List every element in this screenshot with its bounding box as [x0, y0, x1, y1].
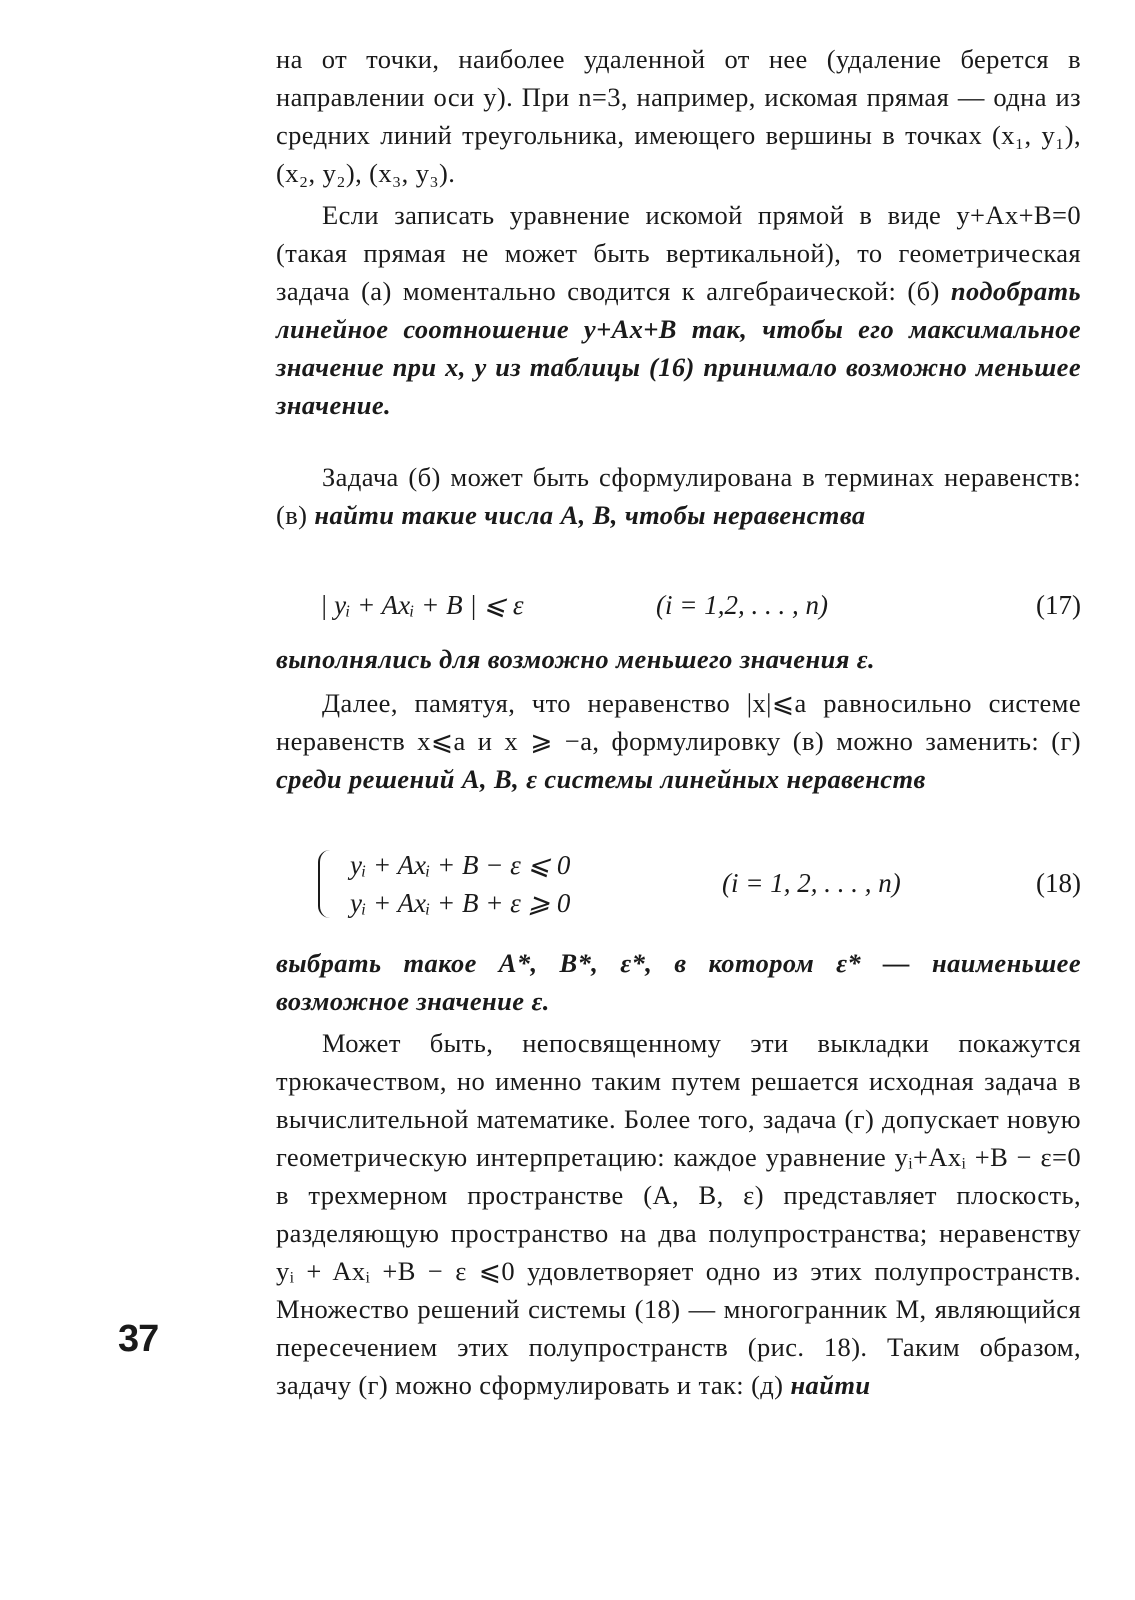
paragraph-2-text: Если записать уравнение искомой прямой в виде y+Ax+B=0 (такая прямая не может быть вертикальной), то геометрическая задача (а) моментально сводится к алгебраической: (б)	[276, 200, 1081, 306]
text-after-18	[276, 944, 1081, 1020]
paragraph-5-italic: найти	[790, 1370, 871, 1400]
equation-18-line-1: yᵢ + Axᵢ + B − ε ⩽ 0	[350, 850, 571, 880]
paragraph-3-italic: найти такие числа A, B, чтобы неравенства	[314, 500, 866, 530]
text-after-18-italic: выбрать такое A*, B*, ε*, в котором ε* — наименьшее возможное значение ε.	[276, 948, 1081, 1016]
equation-17-number: (17)	[1036, 590, 1081, 620]
text-after-17	[276, 640, 1081, 678]
paragraph-4	[276, 684, 1081, 798]
paragraph-4-italic: среди решений A, B, ε системы линейных неравенств	[276, 764, 926, 794]
paragraph-2	[276, 196, 1081, 424]
paragraph-1-text: на от точки, наиболее удаленной от нее (удаление берется в направлении оси y). При n=3, например, искомая прямая — одна из средних линий треугольника, имеющего вершины в точках (x₁, y₁), (x₂, y₂), (x₃, y₃).	[276, 44, 1081, 188]
paragraph-3-text: Задача (б) может быть сформулирована в терминах неравенств: (в)	[276, 462, 1081, 530]
equation-18-line-2: yᵢ + Axᵢ + B + ε ⩾ 0	[350, 888, 571, 918]
equation-17	[276, 586, 1081, 626]
paragraph-5	[276, 1024, 1081, 1404]
paragraph-3	[276, 458, 1081, 534]
equation-17-condition: (i = 1,2, . . . , n)	[656, 590, 828, 620]
equation-17-expression: | yᵢ + Axᵢ + B | ⩽ ε	[320, 590, 524, 620]
paragraph-1	[276, 40, 1081, 192]
equation-18-number: (18)	[1036, 868, 1081, 898]
paragraph-4-text: Далее, памятуя, что неравенство |x|⩽a равносильно системе неравенств x⩽a и x ⩾ −a, формулировку (в) можно заменить: (г)	[276, 688, 1081, 756]
paragraph-2-italic: подобрать линейное соотношение y+Ax+B так, чтобы его максимальное значение при x, y из таблицы (16) принимало возможно меньшее значение.	[276, 276, 1081, 420]
text-after-17-italic: выполнялись для возможно меньшего значения ε.	[276, 644, 876, 674]
paragraph-5-text: Может быть, непосвященному эти выкладки покажутся трюкачеством, но именно таким путем решается исходная задача в вычислительной математике. Более того, задача (г) допускает новую геометрическую интерпретацию: каждое уравнение yᵢ+Axᵢ +B − ε=0 в трехмерном пространстве (A, B, ε) представляет плоскость, разделяющую пространство на два полупространства; неравенству yᵢ + Axᵢ +B − ε ⩽0 удовлетворяет одно из этих полупространств. Множество решений системы (18) — многогранник M, являющийся пересечением этих полупространств (рис. 18). Таким образом, задачу (г) можно сформулировать и так: (д)	[276, 1028, 1081, 1400]
equation-18	[276, 846, 1081, 926]
page-number: 37	[118, 1318, 159, 1360]
system-brace	[318, 850, 332, 918]
equation-18-condition: (i = 1, 2, . . . , n)	[722, 868, 901, 898]
